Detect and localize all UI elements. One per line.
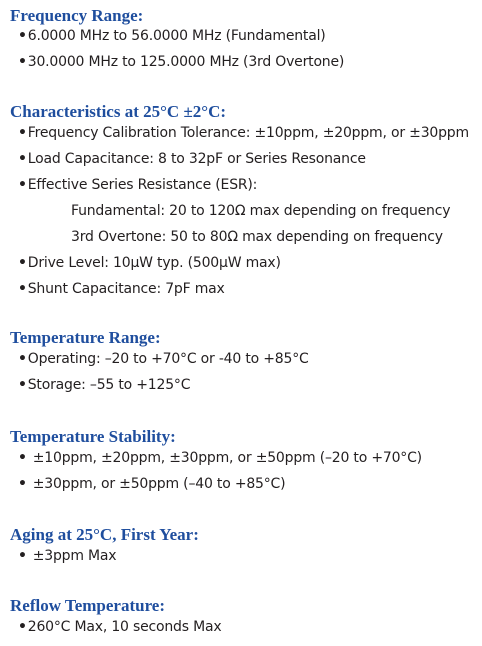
bullet-icon: • (18, 281, 27, 297)
bullet-icon: • (18, 351, 27, 367)
temperature-range-heading: Temperature Range: (10, 328, 161, 347)
bullet-icon: • (18, 28, 27, 44)
bullet-icon: • (18, 151, 27, 167)
bullet-icon: • (18, 125, 27, 141)
characteristics-item-drive-level (18, 254, 281, 272)
item-text: Load Capacitance: 8 to 32pF or Series Resonance (27, 151, 366, 167)
item-text: ±10ppm, ±20ppm, ±30ppm, or ±50ppm (–20 to +70°C) (32, 450, 422, 466)
item-text: 6.0000 MHz to 56.0000 MHz (Fundamental) (27, 28, 326, 44)
temperature-stability-heading: Temperature Stability: (10, 427, 176, 446)
characteristics-item-load-capacitance (18, 150, 366, 168)
temperature-stability-item-standard (18, 449, 422, 467)
bullet-icon: • (18, 177, 27, 193)
characteristics-item-calibration-tolerance (18, 124, 469, 142)
characteristics-item-esr (18, 176, 257, 194)
item-text: 30.0000 MHz to 125.0000 MHz (3rd Overtone) (27, 54, 345, 70)
frequency-range-item-overtone (18, 53, 344, 71)
bullet-icon: • (18, 377, 27, 393)
bullet-icon: • (18, 619, 27, 635)
characteristics-item-shunt-capacitance (18, 280, 225, 298)
characteristics-subitem-esr-fundamental: Fundamental: 20 to 120Ω max depending on frequency (71, 203, 451, 219)
item-text: Operating: –20 to +70°C or -40 to +85°C (27, 351, 309, 367)
temperature-range-item-operating (18, 350, 309, 368)
frequency-range-item-fundamental (18, 27, 326, 45)
item-text: Storage: –55 to +125°C (27, 377, 191, 393)
item-text: ±3ppm Max (32, 548, 117, 564)
bullet-icon: • (18, 548, 27, 564)
bullet-icon: • (18, 476, 27, 492)
temperature-stability-item-extended (18, 475, 285, 493)
item-text: 260°C Max, 10 seconds Max (27, 619, 222, 635)
bullet-icon: • (18, 450, 27, 466)
bullet-icon: • (18, 54, 27, 70)
characteristics-heading: Characteristics at 25°C ±2°C: (10, 102, 227, 121)
bullet-icon: • (18, 255, 27, 271)
characteristics-subitem-esr-overtone: 3rd Overtone: 50 to 80Ω max depending on frequency (71, 229, 443, 245)
item-text: Effective Series Resistance (ESR): (27, 177, 258, 193)
item-text: Drive Level: 10µW typ. (500µW max) (27, 255, 281, 271)
reflow-temperature-item-max (18, 618, 221, 636)
frequency-range-heading: Frequency Range: (10, 6, 144, 25)
reflow-temperature-heading: Reflow Temperature: (10, 596, 166, 615)
item-text: ±30ppm, or ±50ppm (–40 to +85°C) (32, 476, 286, 492)
aging-item-max (18, 547, 116, 565)
item-text: Frequency Calibration Tolerance: ±10ppm, ±20ppm, or ±30ppm (27, 125, 469, 141)
temperature-range-item-storage (18, 376, 190, 394)
aging-heading: Aging at 25°C, First Year: (10, 525, 199, 544)
item-text: Shunt Capacitance: 7pF max (27, 281, 225, 297)
